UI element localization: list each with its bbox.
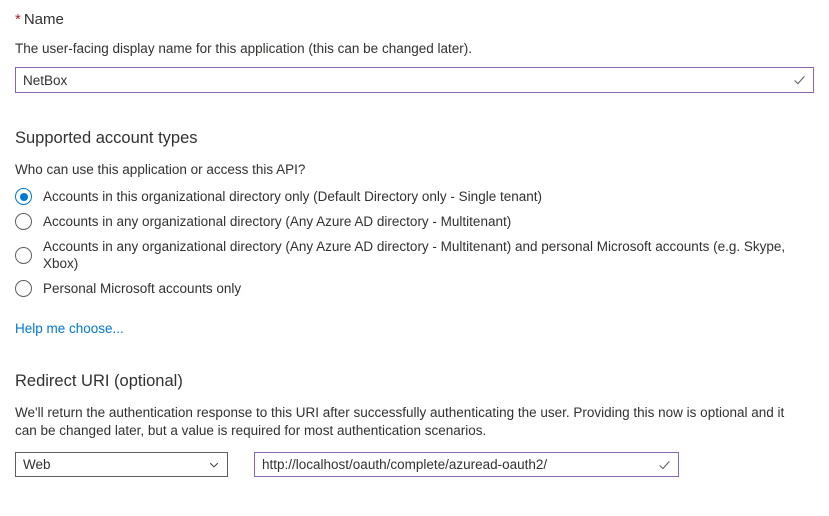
- radio-option-label: Personal Microsoft accounts only: [43, 281, 242, 296]
- supported-account-types-heading: Supported account types: [15, 129, 198, 147]
- radio-option-label: Accounts in any organizational directory (Any Azure AD directory - Multitenant) and personal Microsoft accounts (e.g. Skype, Xbox): [43, 239, 786, 271]
- radio-option-label: Accounts in this organizational directory only (Default Directory only - Single tenant): [43, 189, 542, 204]
- radio-option-multitenant[interactable]: [15, 213, 814, 230]
- name-label-text: Name: [23, 11, 64, 28]
- account-types-question: Who can use this application or access this API?: [15, 162, 306, 177]
- radio-option-personal-only[interactable]: [15, 280, 814, 297]
- name-field-label: [15, 10, 814, 30]
- radio-option-multitenant-and-personal[interactable]: [15, 238, 814, 272]
- name-helper-text: The user-facing display name for this application (this can be changed later).: [15, 41, 472, 56]
- redirect-uri-helper-text: We'll return the authentication response to this URI after successfully authenticating the user. Providing this now is optional and it can be changed later, but a value is required for most authentication scenarios.: [15, 405, 785, 438]
- radio-indicator: [15, 247, 32, 264]
- name-input-container[interactable]: [15, 67, 814, 93]
- radio-indicator: [15, 280, 32, 297]
- name-input[interactable]: [16, 68, 813, 92]
- chevron-down-icon: [208, 459, 220, 471]
- platform-select-value: Web: [23, 457, 51, 472]
- radio-indicator: [15, 188, 32, 205]
- redirect-uri-input[interactable]: [255, 453, 678, 476]
- radio-option-label: Accounts in any organizational directory (Any Azure AD directory - Multitenant): [43, 214, 512, 229]
- required-indicator: *: [15, 11, 21, 28]
- redirect-uri-heading: Redirect URI (optional): [15, 372, 183, 390]
- radio-option-single-tenant[interactable]: [15, 188, 814, 205]
- redirect-uri-row: [15, 452, 814, 477]
- platform-select[interactable]: [15, 452, 228, 477]
- help-me-choose-link[interactable]: Help me choose...: [15, 321, 124, 336]
- radio-indicator: [15, 213, 32, 230]
- account-types-radio-group: [15, 188, 814, 297]
- redirect-uri-input-container[interactable]: [254, 452, 679, 477]
